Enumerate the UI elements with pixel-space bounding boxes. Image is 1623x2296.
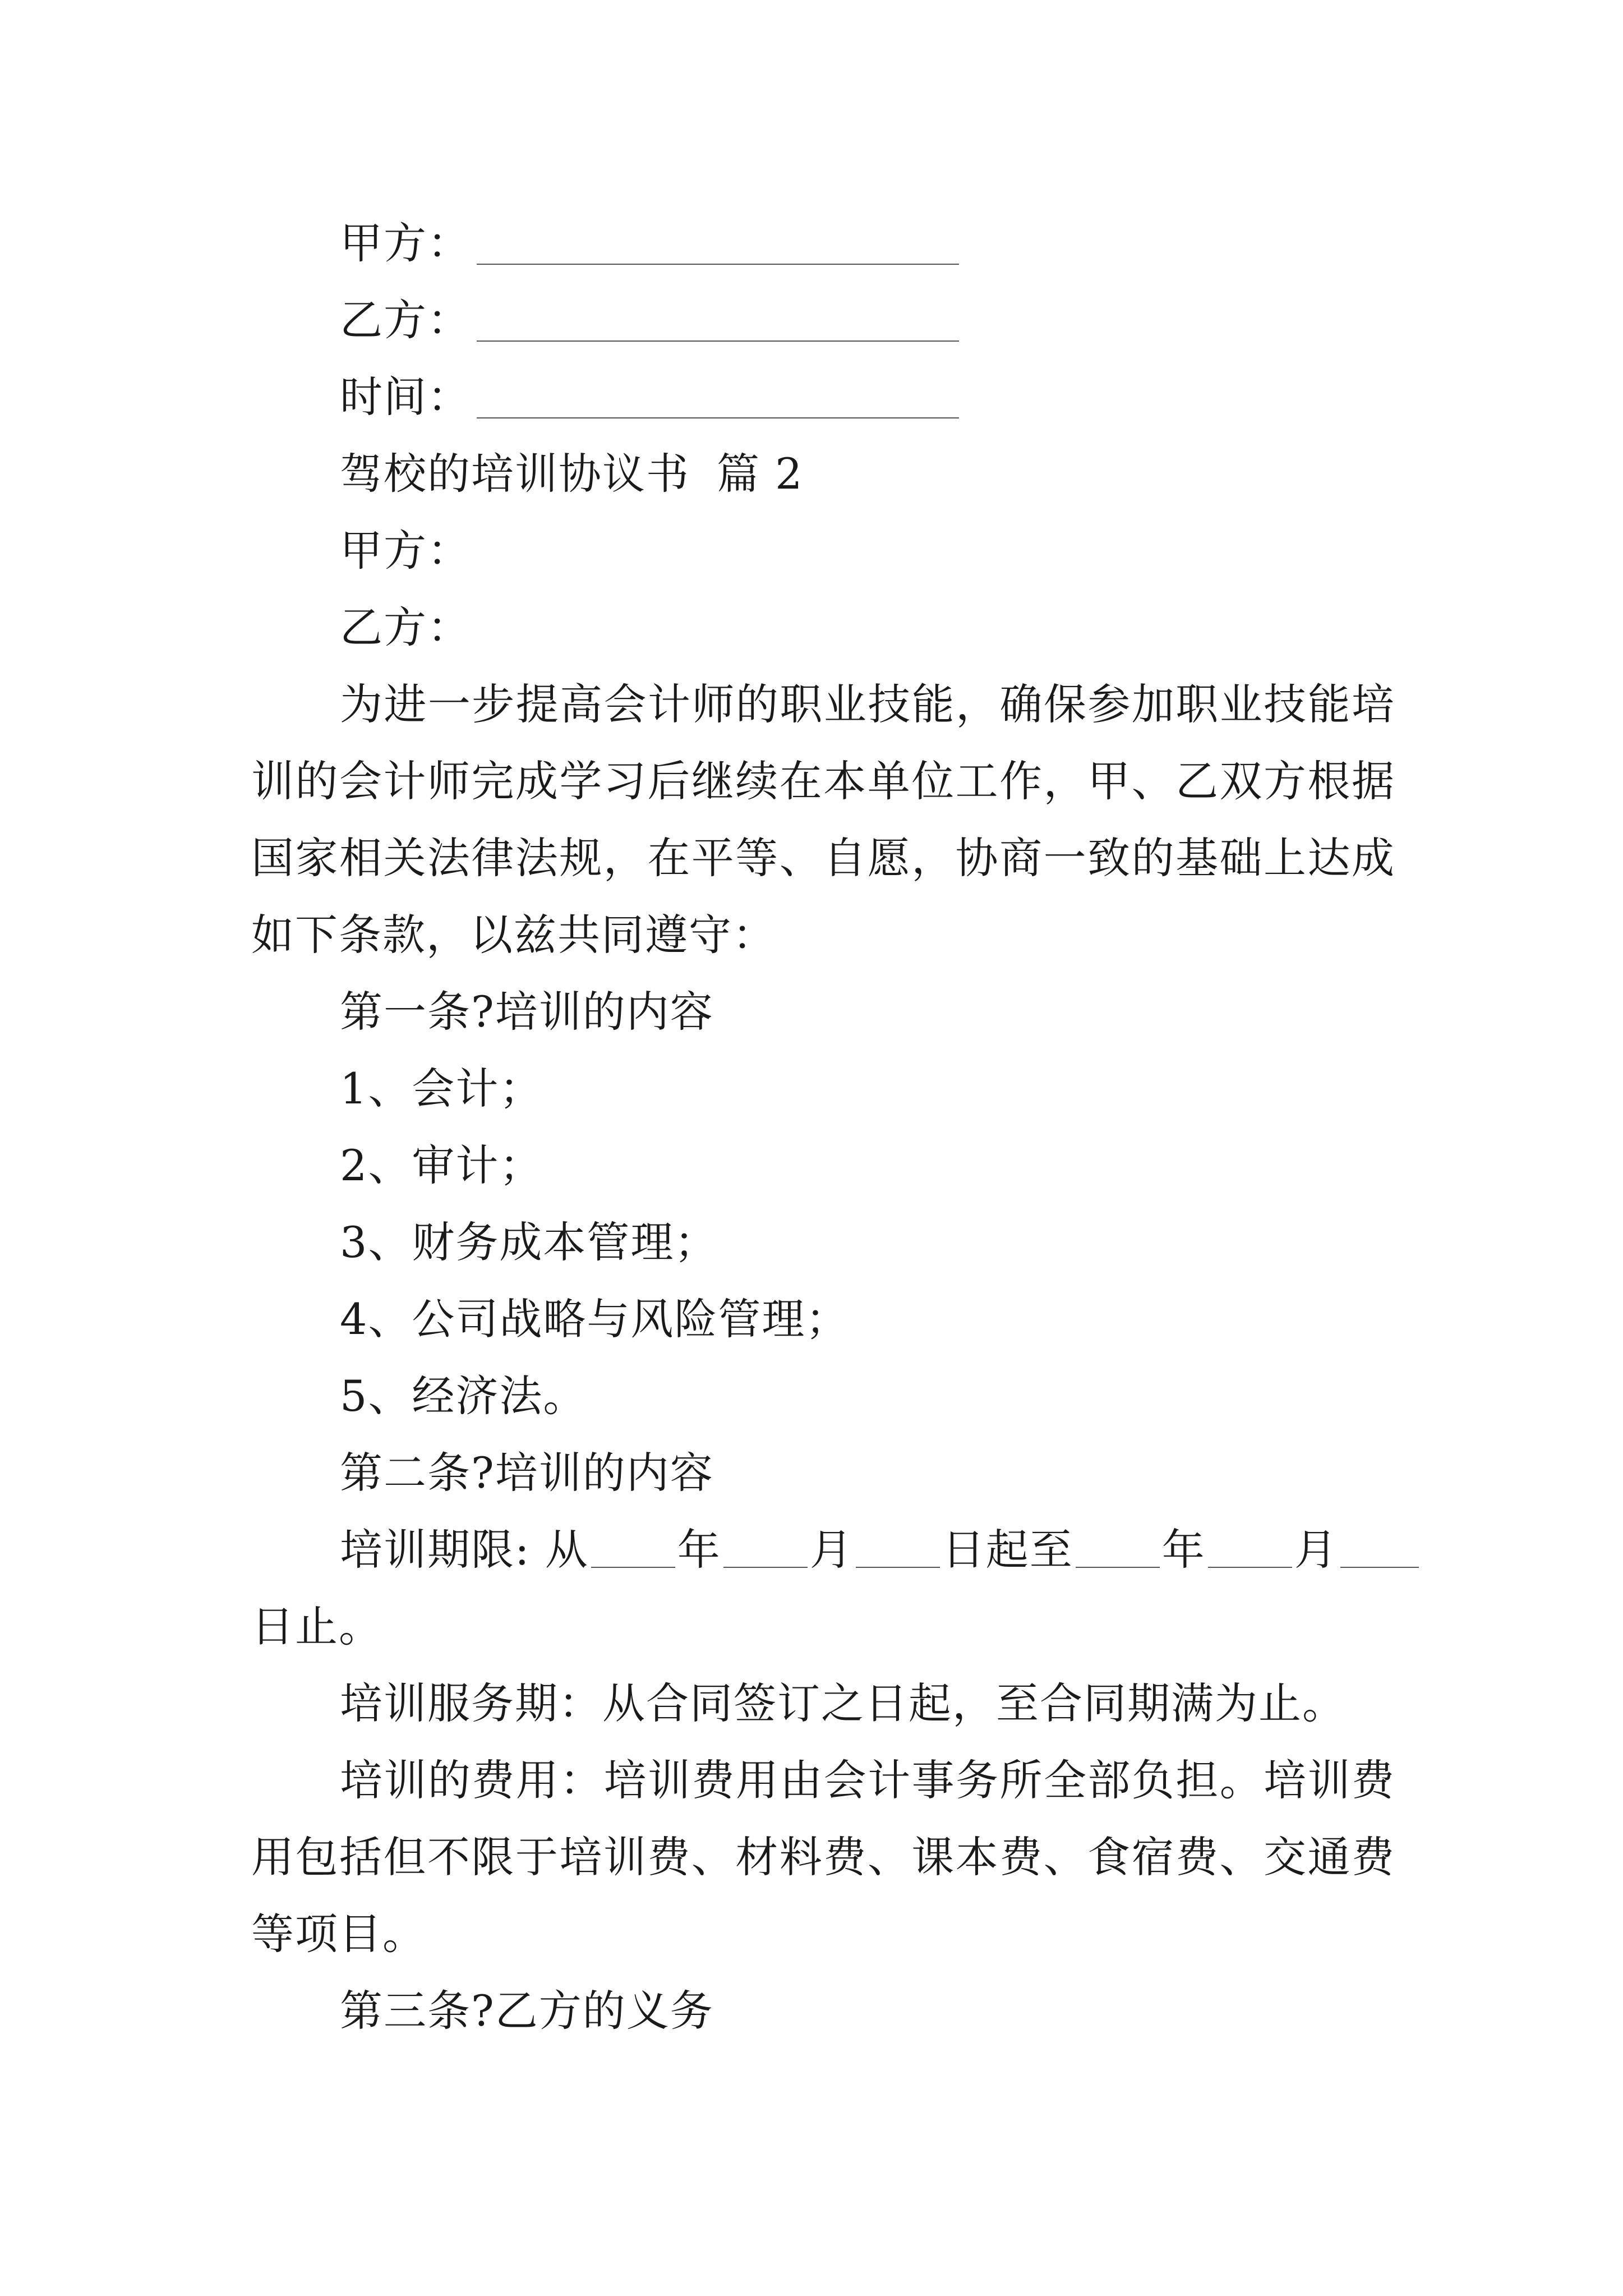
date-label: 时间：: [340, 372, 471, 422]
period-month-unit: 月: [809, 1525, 854, 1575]
party-b-signature-blank: [477, 291, 959, 342]
period-day-blank: [856, 1527, 940, 1568]
service-period-line: 培训服务期：从合同签订之日起，至合同期满为止。: [340, 1678, 1346, 1728]
period-end-month-unit: 月: [1294, 1525, 1338, 1575]
signature-date: [251, 358, 1395, 435]
period-year-unit: 年: [677, 1525, 721, 1575]
party-a-label: 甲方：: [340, 218, 471, 268]
signature-party-a: [251, 205, 1395, 282]
date-signature-blank: [477, 368, 959, 418]
article-3-title: 第三条?乙方的义务: [340, 1986, 714, 2036]
period-year-blank: [591, 1527, 675, 1568]
intro-paragraph: 为进一步提高会计师的职业技能，确保参加职业技能培训的会计师完成学习后继续在本单位工作，甲、乙双方根据国家相关法律法规，在平等、自愿，协商一致的基础上达成如下条款，以兹共同遵守：: [251, 679, 1395, 960]
period-end-day-blank: [1340, 1527, 1419, 1568]
party-b-label: 乙方：: [340, 295, 471, 345]
training-fees-paragraph: 培训的费用：培训费用由会计事务所全部负担。培训费用包括但不限于培训费、材料费、课本费、食宿费、交通费等项目。: [251, 1755, 1395, 1959]
article-1-item: 2、审计；: [340, 1140, 543, 1190]
article-1-item: 3、财务成本管理；: [340, 1217, 718, 1267]
party-a-line: 甲方：: [340, 526, 471, 576]
period-label: 培训期限: 从: [340, 1525, 589, 1575]
article-2-title: 第二条?培训的内容: [340, 1448, 714, 1498]
section-title: 驾校的培训协议书: [340, 449, 690, 499]
article-1-item: 1、会计；: [340, 1064, 543, 1114]
training-period-line: [251, 1511, 1395, 1588]
period-day-to: 日起至: [942, 1525, 1073, 1575]
signature-party-b: [251, 282, 1395, 358]
article-1-item: 4、公司战略与风险管理；: [340, 1294, 850, 1344]
section-part: 篇 2: [717, 449, 804, 499]
period-end-year-blank: [1076, 1527, 1160, 1568]
period-end-month-blank: [1208, 1527, 1292, 1568]
period-end-year-unit: 年: [1161, 1525, 1206, 1575]
training-period-end: 日止。: [251, 1602, 382, 1651]
party-b-line: 乙方：: [340, 602, 471, 652]
section-heading: [251, 435, 1395, 512]
article-1-title: 第一条?培训的内容: [340, 987, 714, 1037]
article-1-item: 5、经济法。: [340, 1371, 587, 1421]
period-month-blank: [723, 1527, 808, 1568]
party-a-signature-blank: [477, 214, 959, 265]
document-content: [251, 205, 1395, 2049]
